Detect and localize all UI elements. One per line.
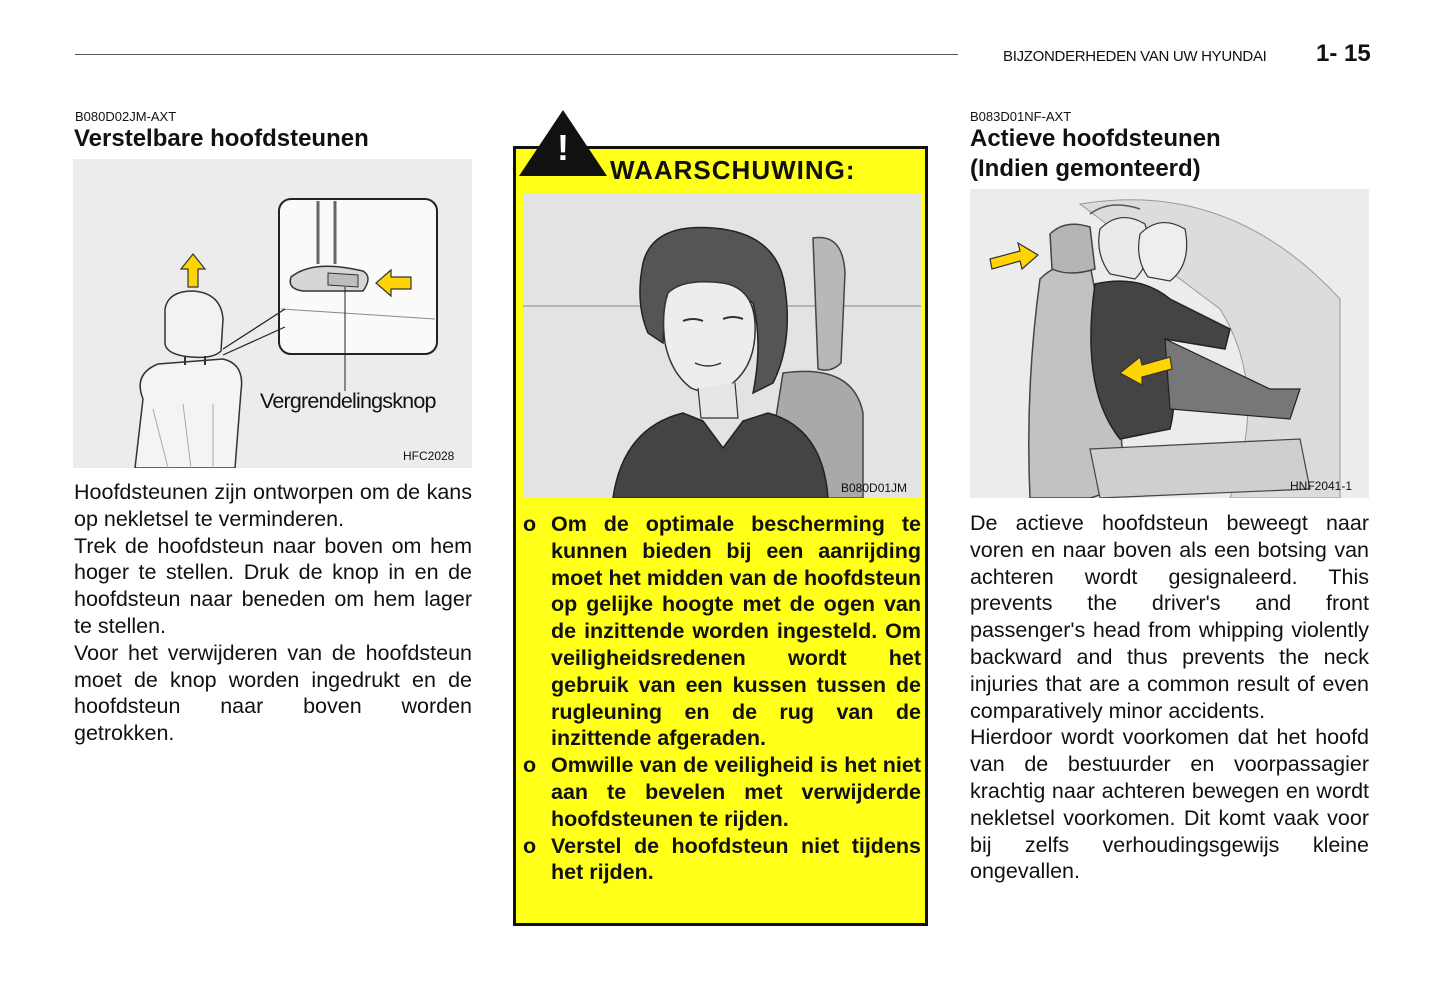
warning-item-text: Omwille van de veiligheid is het niet aan te bevelen met verwijderde hoofdsteunen te rijden. xyxy=(551,753,921,831)
active-headrest-figure xyxy=(970,189,1369,498)
left-paragraph-1: Hoofdsteunen zijn ontworpen om de kans op nekletsel te verminderen. xyxy=(74,480,472,531)
active-headrest-illustration xyxy=(970,189,1369,498)
headrest-illustration xyxy=(73,159,472,468)
left-paragraph-3: Voor het verwijderen van de hoofdsteun moet de knop worden ingedrukt en de hoofdsteun naar boven worden getrokken. xyxy=(74,640,472,746)
right-paragraph-1: De actieve hoofdsteun beweegt naar voren en naar boven als een botsing van achteren wordt gesignaleerd. This prevents the driver's and front passenger's head from whipping violently backward and thus prevents the neck injuries that are a common result of even comparatively minor accidents. xyxy=(970,511,1369,723)
warning-list xyxy=(523,511,921,886)
warning-bullet: o xyxy=(523,833,537,858)
left-paragraph-2: Trek de hoofdsteun naar boven om hem hoger te stellen. Druk de knop in en de hoofdsteun naar beneden om hem lager te stellen. xyxy=(74,533,472,638)
headrest-figure xyxy=(73,159,472,468)
warning-title: WAARSCHUWING: xyxy=(610,155,856,185)
right-section-code: B083D01NF-AXT xyxy=(970,109,1072,124)
warning-item xyxy=(523,511,921,752)
right-figure-code: HNF2041-1 xyxy=(1290,479,1353,493)
left-body xyxy=(74,479,472,747)
warning-exclamation: ! xyxy=(557,127,569,168)
lock-button-callout: Vergrendelingsknop xyxy=(260,389,436,413)
warning-item xyxy=(523,752,921,832)
warning-figure-code: B080D01JM xyxy=(841,481,908,495)
left-figure-code: HFC2028 xyxy=(403,449,455,463)
right-paragraph-2: Hierdoor wordt voorkomen dat het hoofd van de bestuurder en voorpassagier krachtig naar achteren bewegen en wordt nekletsel voorkomen. Dit komt vaak voor bij zelfs verhoudingsgewijs kleine ongevallen. xyxy=(970,725,1369,884)
warning-bullet: o xyxy=(523,512,537,536)
warning-item xyxy=(523,833,921,887)
header-rule xyxy=(75,54,958,55)
warning-headrest-photo xyxy=(523,193,921,498)
header-section-title: BIJZONDERHEDEN VAN UW HYUNDAI xyxy=(1003,48,1267,65)
left-section-code: B080D02JM-AXT xyxy=(75,109,177,124)
warning-item-text: Verstel de hoofdsteun niet tijdens het rijden. xyxy=(551,833,921,885)
page-number: 1- 15 xyxy=(1316,40,1371,67)
right-heading-line2: (Indien gemonteerd) xyxy=(970,155,1201,182)
warning-bullet: o xyxy=(523,753,537,778)
right-heading-line1: Actieve hoofdsteunen xyxy=(970,125,1221,152)
warning-item-text: Om de optimale bescherming te kunnen bieden bij een aanrijding moet het midden van de hoofdsteun op gelijke hoogte met de ogen van de inzittende worden ingesteld. Om veiligheidsredenen wordt het gebruik van een kussen tussen de rugleuning en de rug van de inzittende afgeraden. xyxy=(551,512,921,751)
right-body xyxy=(970,510,1369,885)
left-heading: Verstelbare hoofdsteunen xyxy=(74,125,369,152)
woman-headrest-illustration xyxy=(523,193,921,498)
